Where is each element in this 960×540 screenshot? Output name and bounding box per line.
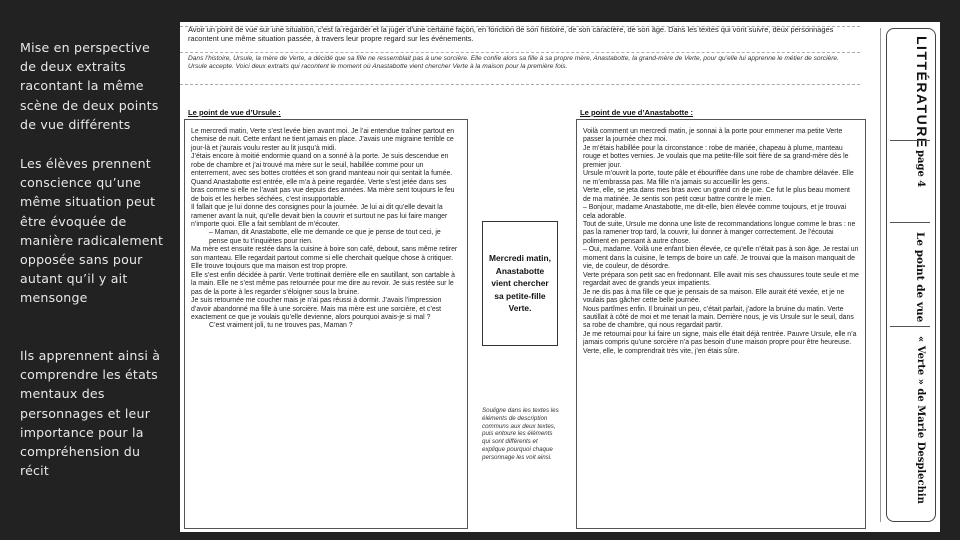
left-panel [0, 0, 176, 540]
left-text-learning: Ils apprennent ainsi à comprendre les états mentaux des personnages et leur importance pour la compréhension du récit [20, 348, 161, 479]
anastabotte-section-title: Le point de vue d’Anastabotte : [580, 108, 694, 117]
band-divider [890, 140, 930, 141]
document-context-note: Dans l’histoire, Ursule, la mère de Verte, a décidé que sa fille ne ressemblait pas à une sorcière. Elle confie alors sa fille à sa propre mère, Anastabotte, la grand-mère de Verte, pour qu’elle lui apprenne le métier de sorcière. Ursule accepte. Voici deux extraits qui racontent le moment où Anastabotte vient chercher Verte à la maison pour la première fois. [188, 55, 839, 70]
ursule-paragraph: Ma mère est ensuite restée dans la cuisine à boire son café, debout, sans même retirer son manteau. Elle regardait partout comme si elle cherchait quelque chose à critiquer. Elle trouve toujours que ma maison est trop propre. [191, 246, 458, 271]
anastabotte-text-box [576, 119, 866, 529]
left-text-awareness: Les élèves prennent conscience qu’une même situation peut être évoquée de manière radicalement opposée sans pour autant qu’il y ait mensonge [20, 156, 164, 306]
document-page [180, 22, 940, 532]
ursule-paragraph: Quand Anastabotte est entrée, elle m’a à peine regardée. Verte s’est jetée dans ses bras comme si elle ne l’avait pas vue depuis des années. Ma mère sent toujours le feu de bois et les herbes séchées, c’est insupportable. [191, 178, 455, 203]
anastabotte-dialogue: – Bonjour, madame Anastabotte, me dit-elle, bien élevée comme toujours, et je trouvai cela adorable. [583, 204, 847, 220]
document-intro: Avoir un point de vue sur une situation, c’est la regarder et la juger d’une certaine façon, en fonction de son histoire, de son caractère, de son âge. Dans les textes qui vont suivre, deux personnages racontent une même situation passée, à travers leur propre regard sur les événements. [188, 25, 834, 43]
subject-label: LITTÉRATURE [914, 36, 930, 149]
anastabotte-paragraph: – Oui, madame. Voilà une enfant bien élevée, ce qu’elle n’était pas à son âge. Je restai un moment dans la cuisine, le temps de boire un café. Je trouvai que la maison manquait de vie, de couleur, de désordre. [583, 246, 859, 271]
ursule-dialogue: – Maman, dit Anastabotte, elle me demande ce que je pense de tout ceci, je pense que tu t’inquiètes pour rien. [209, 229, 441, 245]
band-divider [890, 222, 930, 223]
ursule-paragraph: J’étais encore à moitié endormie quand on a sonné à la porte. Je suis descendue en robe de chambre et j’ai trouvé ma mère sur le seuil, habillée comme pour un enterrement, avec ses bottes crottées et son grand manteau noir qui sentait la fumée. [191, 153, 453, 178]
ursule-paragraph: Il fallait que je lui donne des consignes pour la journée. Je lui ai dit qu’elle devait la ramener avant la nuit, qu’elle devait bien la couvrir et surtout ne pas lui faire manger n’importe quoi. Elle a fait semblant de m’écouter. [191, 204, 448, 228]
ursule-paragraph: Le mercredi matin, Verte s’est levée bien avant moi. Je l’ai entendue traîner partout en chemise de nuit. Cette enfant ne tient jamais en place. J’avais une migraine terrible ce jour-là et j’aurais voulu rester au lit jusqu’à midi. [191, 128, 455, 152]
ursule-paragraph: Je suis retournée me coucher mais je n’ai pas réussi à dormir. J’avais l’impression d’avoir abandonné ma fille à une sorcière. Mais ma mère est une sorcière, et c’est exactement ce que je voulais qu’elle devienne, alors pourquoi avais-je si mal ? [191, 297, 442, 321]
topic-label: Le point de vue [914, 232, 926, 323]
anastabotte-paragraph: Verte, elle, se jeta dans mes bras avec un grand cri de joie. Ce fut le plus beau moment de ma matinée. Je sentis son petit cœur battre contre le mien. [583, 187, 850, 203]
band-divider [890, 326, 930, 327]
anastabotte-paragraph: Tout de suite, Ursule me donna une liste de recommandations longue comme le bras : ne pas la ramener trop tard, la couvrir, lui donner à manger correctement. Je l’écoutai poliment en pensant à autre chose. [583, 220, 856, 245]
anastabotte-paragraph: Je m’étais habillée pour la circonstance : robe de mariée, chapeau à plume, manteau rouge et bottes vernies. Je voulais que ma petite-fille soit fière de sa grand-mère dès le premier jour. [583, 144, 849, 169]
instruction-note: Souligne dans les textes les éléments de description communs aux deux textes, puis entoure les éléments qui sont différents et explique pourquoi chaque personnage les voit ainsi. [482, 407, 559, 461]
book-reference: « Verte » de Marie Desplechin [915, 336, 926, 504]
left-text-perspective: Mise en perspective de deux extraits racontant la même scène de deux points de vue différents [20, 40, 159, 132]
anastabotte-paragraph: Je ne dis pas à ma fille ce que je pensais de sa maison. Elle aurait été vexée, et je ne voulais pas gâcher cette belle journée. [583, 288, 845, 305]
ursule-section-title: Le point de vue d’Ursule : [188, 108, 281, 117]
anastabotte-paragraph: Je me retournai pour lui faire un signe, mais elle était déjà rentrée. Pauvre Ursule, elle n’a jamais compris qu’une sorcière n’a pas besoin d’une maison propre pour être heureuse. Verte, elle, le comprendrait très vite, j’en étais sûre. [583, 330, 857, 355]
anastabotte-paragraph: Nous partîmes enfin. Il bruinait un peu, c’était parfait, j’adore la bruine du matin. Verte sautillait à côté de moi et me tenait la main. Derrière nous, je vis Ursule sur le seuil, dans sa robe de chambre, qui nous regardait partir. [583, 305, 854, 330]
ursule-paragraph: Elle s’est enfin décidée à partir. Verte trottinait derrière elle en sautillant, son cartable à la main. Elle ne s’est même pas retournée pour me dire au revoir. Je suis restée sur le pas de la porte à les regarder s’éloigner sous la bruine. [191, 271, 455, 296]
anastabotte-paragraph: Ursule m’ouvrit la porte, toute pâle et ébouriffée dans une robe de chambre délavée. Elle ne m’embrassa pas. Ma fille n’a jamais su accueillir les gens. [583, 170, 854, 186]
page-number: page 4 [915, 150, 926, 188]
anastabotte-paragraph: Verte prépara son petit sac en fredonnant. Elle avait mis ses chaussures toute seule et me regardait avec de grands yeux impatients. [583, 271, 859, 288]
ursule-text-box [184, 119, 468, 529]
anastabotte-paragraph: Voilà comment un mercredi matin, je sonnai à la porte pour emmener ma petite Verte passer la journée chez moi. [583, 128, 843, 144]
ursule-dialogue: C’est vraiment joli, tu ne trouves pas, Maman ? [209, 322, 353, 330]
dashed-divider [180, 52, 860, 53]
callout-box: Mercredi matin, Anastabotte vient chercher sa petite-fille Verte. [482, 221, 558, 346]
dashed-divider [180, 84, 860, 85]
dashed-divider [180, 26, 860, 27]
